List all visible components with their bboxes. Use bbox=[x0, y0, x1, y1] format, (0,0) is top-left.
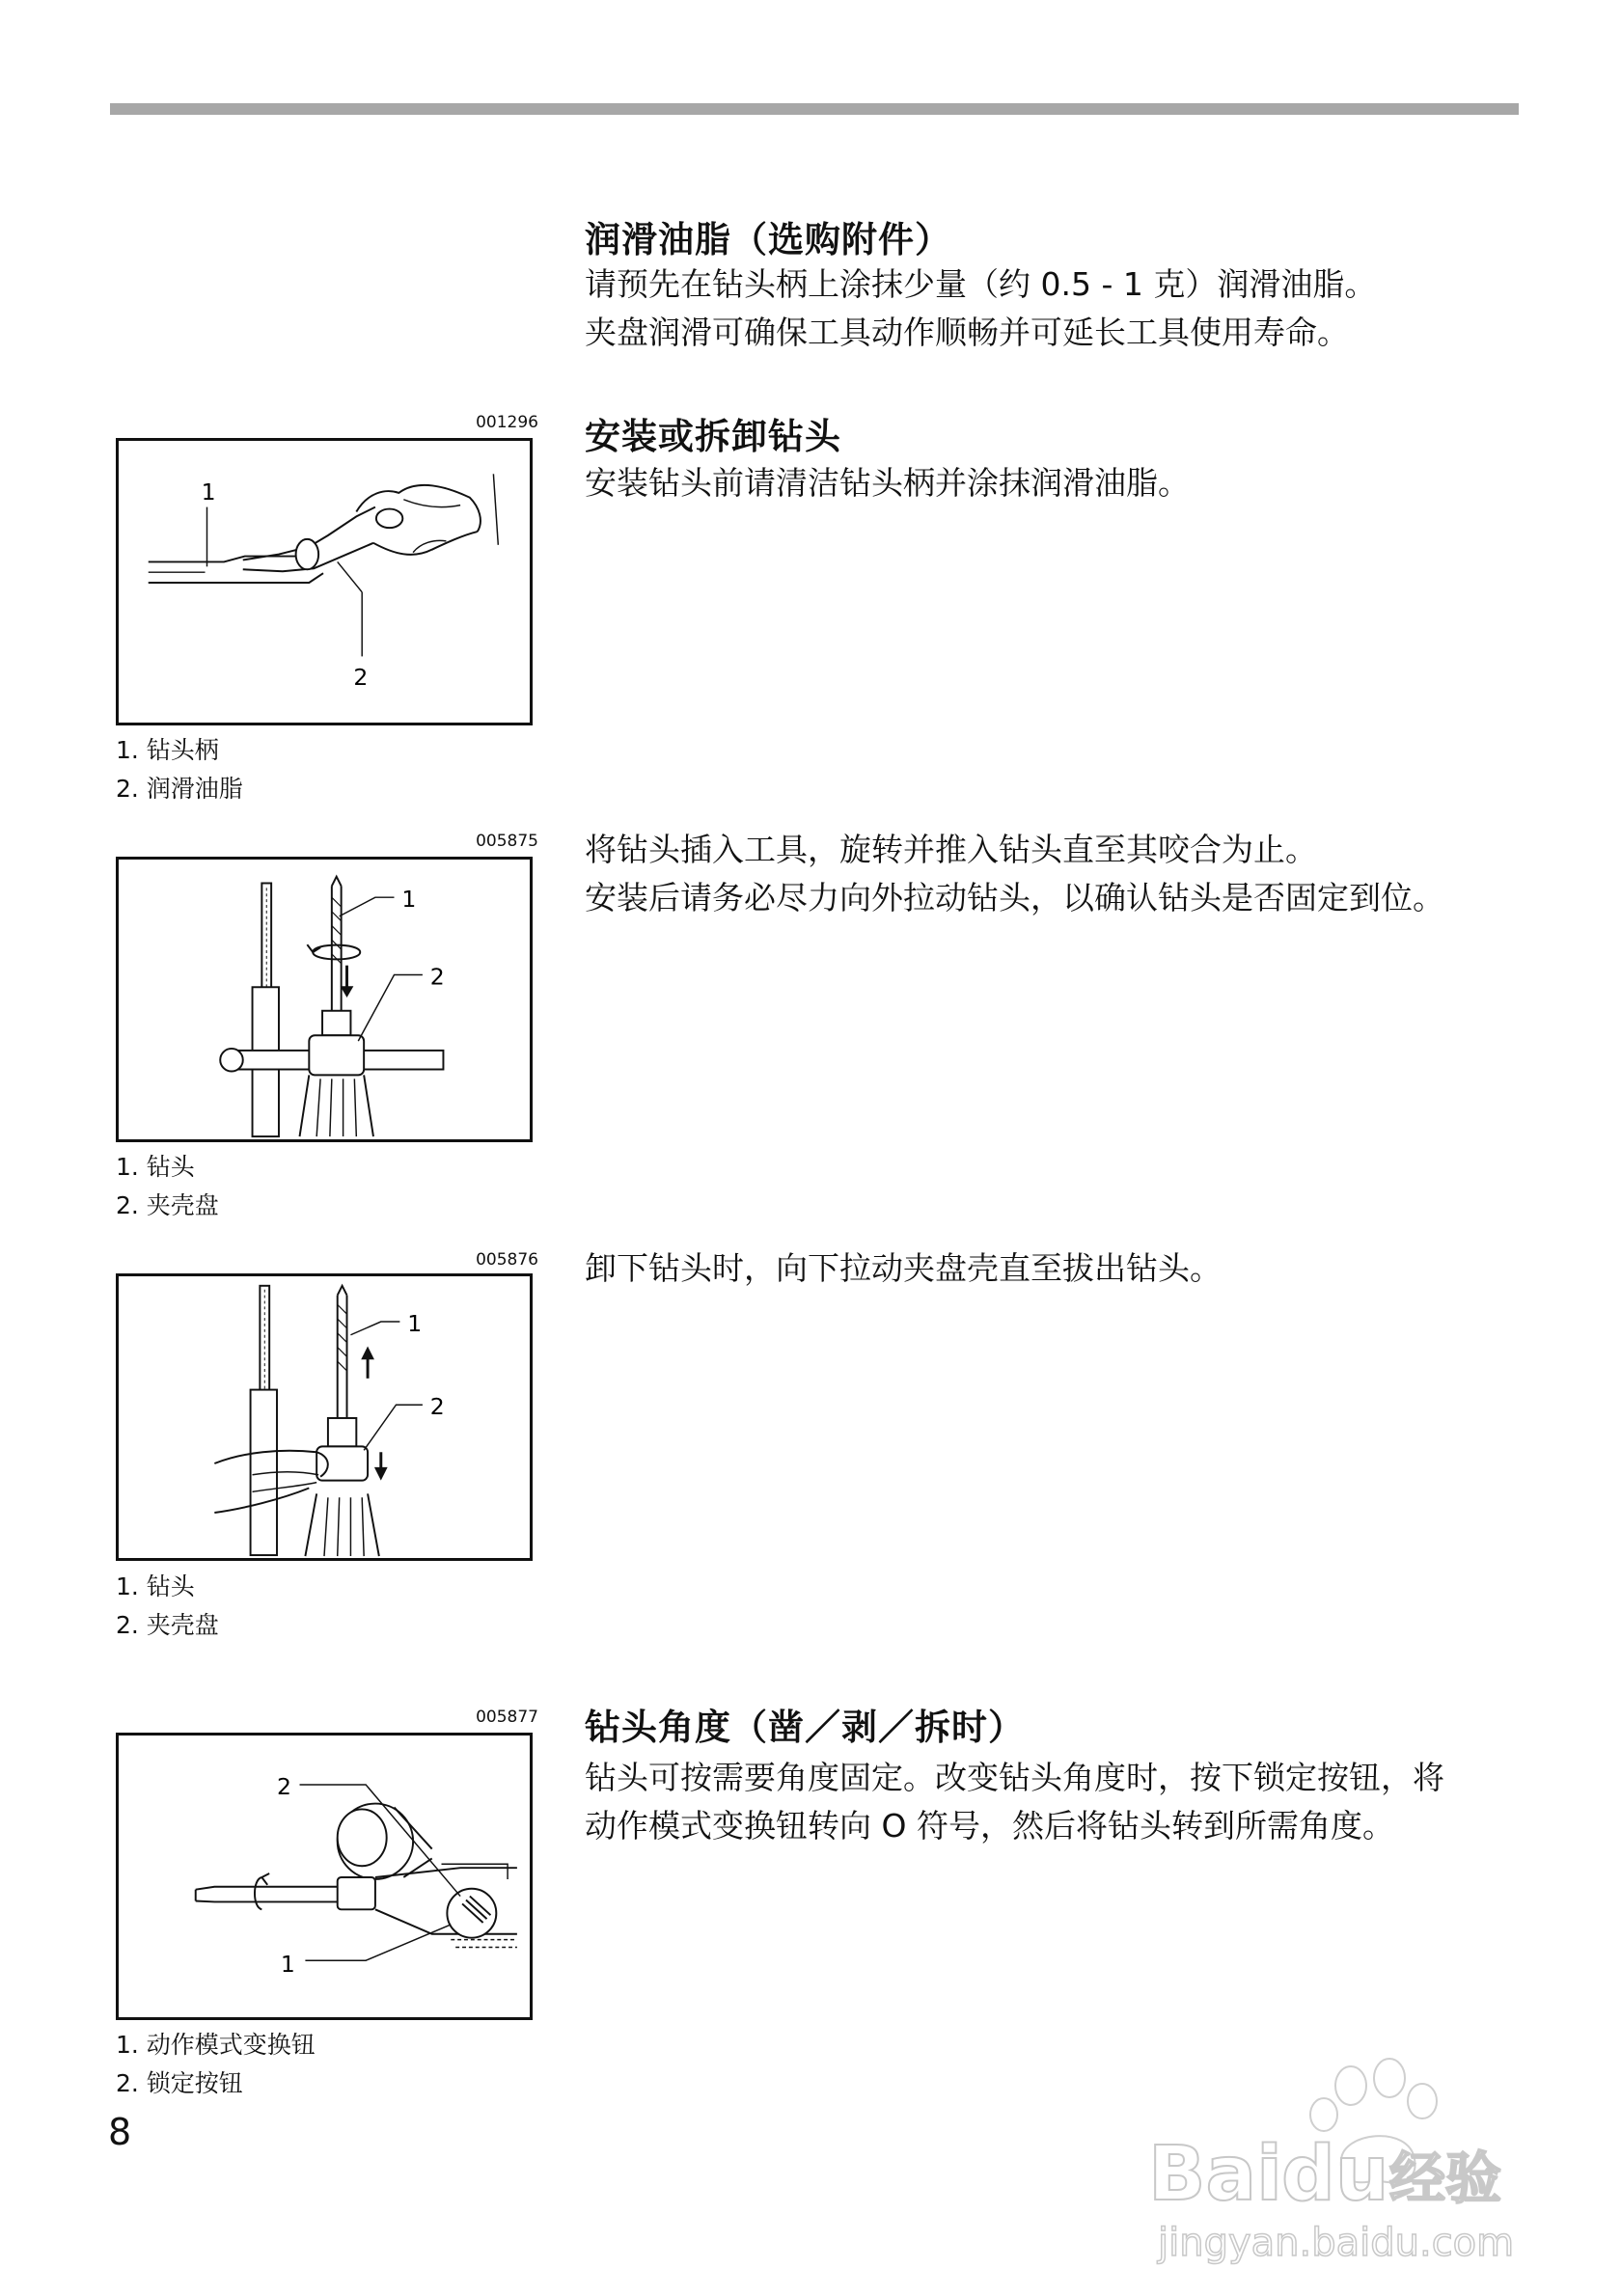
grease-illustration bbox=[119, 441, 530, 723]
bit-insertion-illustration bbox=[119, 860, 530, 1139]
top-divider-bar bbox=[110, 103, 1519, 115]
callout-1: 1 bbox=[201, 478, 216, 506]
callout-2: 2 bbox=[429, 1393, 445, 1421]
paragraph-insert-line-2: 安装后请务必尽力向外拉动钻头，以确认钻头是否固定到位。 bbox=[585, 879, 1444, 916]
callout-2: 2 bbox=[353, 663, 369, 691]
paragraph-lubrication-line-2: 夹盘润滑可确保工具动作顺畅并可延长工具使用寿命。 bbox=[585, 314, 1349, 351]
figure-code-3: 005876 bbox=[476, 1250, 538, 1270]
callout-1: 1 bbox=[407, 1309, 423, 1337]
caption-1-2: 2. 润滑油脂 bbox=[116, 775, 243, 803]
caption-2-2: 2. 夹壳盘 bbox=[116, 1191, 219, 1219]
paragraph-bit-angle-line-2: 动作模式变换钮转向 O 符号，然后将钻头转到所需角度。 bbox=[585, 1807, 1394, 1845]
baidu-jingyan-watermark bbox=[1148, 2045, 1553, 2277]
page-number: 8 bbox=[108, 2111, 132, 2153]
bit-removal-illustration bbox=[119, 1276, 530, 1558]
watermark-brand-bai: Bai bbox=[1148, 2131, 1282, 2218]
heading-lubrication: 润滑油脂（选购附件） bbox=[585, 219, 951, 260]
figure-bit-removal bbox=[116, 1273, 533, 1561]
figure-code-2: 005875 bbox=[476, 832, 538, 851]
paragraph-lubrication-line-1: 请预先在钻头柄上涂抹少量（约 0.5 - 1 克）润滑油脂。 bbox=[585, 265, 1377, 303]
paw-toe-icon bbox=[1335, 2066, 1366, 2105]
caption-2-1: 1. 钻头 bbox=[116, 1153, 195, 1181]
callout-2: 2 bbox=[277, 1772, 291, 1800]
callout-1: 1 bbox=[280, 1950, 295, 1978]
paragraph-remove-bit: 卸下钻头时，向下拉动夹盘壳直至拔出钻头。 bbox=[585, 1249, 1222, 1287]
figure-code-4: 005877 bbox=[476, 1708, 538, 1727]
watermark-brand-du: du bbox=[1281, 2131, 1389, 2218]
figure-grease-application bbox=[116, 438, 533, 725]
caption-4-2: 2. 锁定按钮 bbox=[116, 2069, 243, 2097]
callout-1: 1 bbox=[401, 885, 417, 913]
paw-toe-icon bbox=[1408, 2084, 1437, 2118]
paw-toe-icon bbox=[1310, 2098, 1337, 2131]
watermark-url: jingyan.baidu.com bbox=[1158, 2221, 1515, 2265]
caption-3-1: 1. 钻头 bbox=[116, 1572, 195, 1600]
figure-bit-insertion bbox=[116, 857, 533, 1142]
caption-4-1: 1. 动作模式变换钮 bbox=[116, 2031, 316, 2059]
bit-angle-illustration bbox=[119, 1736, 530, 2017]
heading-bit-angle: 钻头角度（凿／剥／拆时） bbox=[585, 1707, 1025, 1748]
caption-3-2: 2. 夹壳盘 bbox=[116, 1611, 219, 1639]
figure-code-1: 001296 bbox=[476, 413, 538, 432]
paragraph-clean-shank: 安装钻头前请清洁钻头柄并涂抹润滑油脂。 bbox=[585, 464, 1190, 502]
paragraph-insert-line-1: 将钻头插入工具，旋转并推入钻头直至其咬合为止。 bbox=[585, 831, 1317, 868]
paragraph-bit-angle-line-1: 钻头可按需要角度固定。改变钻头角度时，按下锁定按钮，将 bbox=[585, 1759, 1444, 1796]
watermark-suffix: 经验 bbox=[1389, 2146, 1502, 2211]
callout-2: 2 bbox=[429, 963, 445, 991]
caption-1-1: 1. 钻头柄 bbox=[116, 736, 219, 764]
paw-toe-icon bbox=[1374, 2059, 1405, 2097]
figure-bit-angle bbox=[116, 1733, 533, 2020]
heading-install-remove-bit: 安装或拆卸钻头 bbox=[585, 416, 841, 457]
